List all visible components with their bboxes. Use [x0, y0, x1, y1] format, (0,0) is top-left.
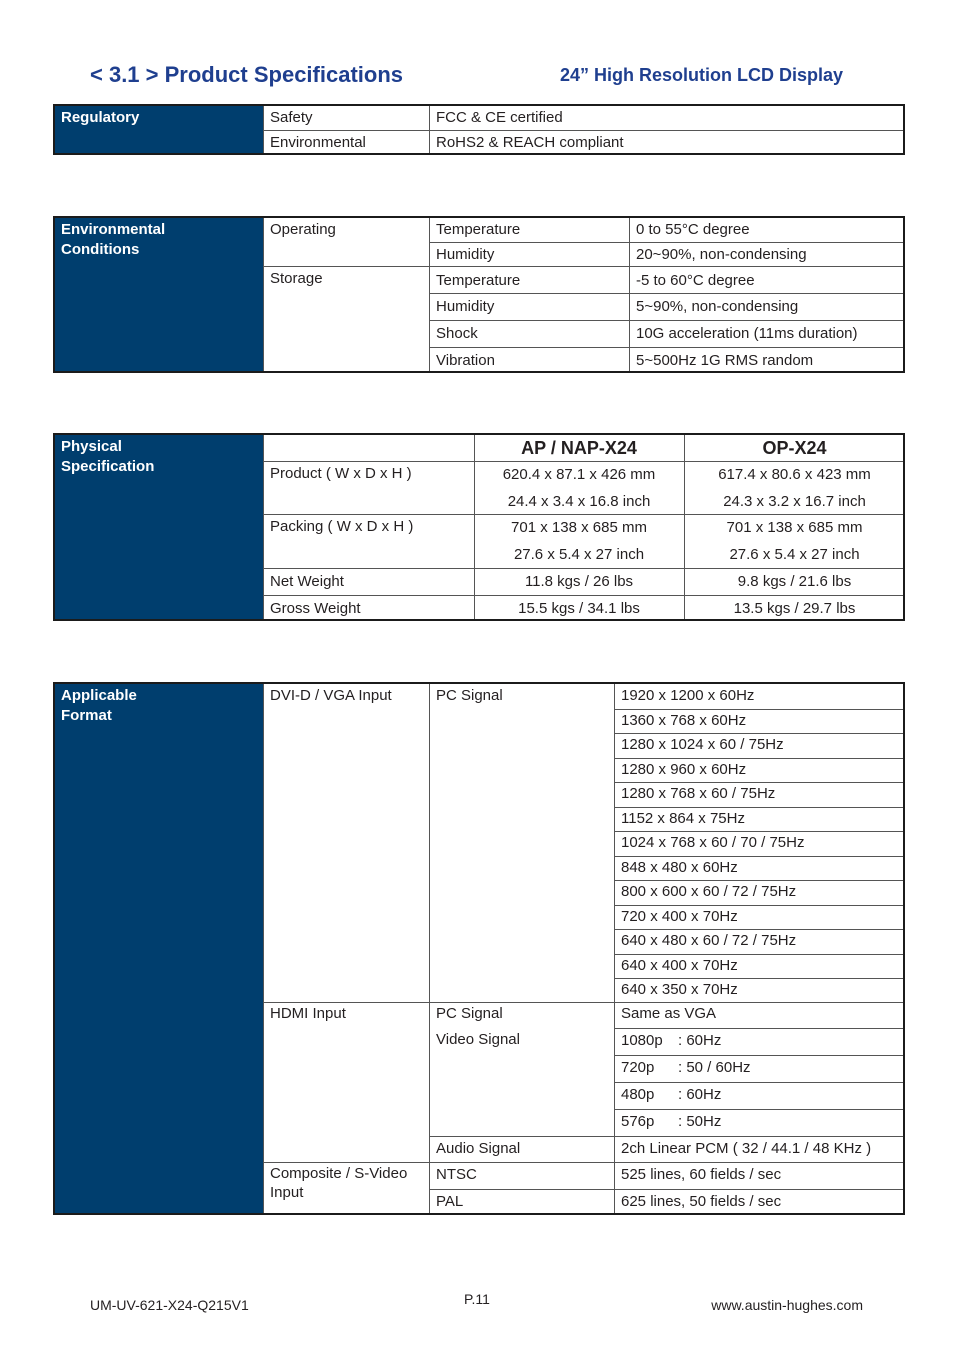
env-value: 5~500Hz 1G RMS random: [636, 352, 814, 369]
env-value: 10G acceleration (11ms duration): [636, 325, 858, 342]
page-number: P.11: [464, 1291, 490, 1307]
env-value: -5 to 60°C degree: [636, 272, 755, 289]
document-code: UM-UV-621-X24-Q215V1: [90, 1297, 249, 1313]
video-mode-rate: : 60Hz: [678, 1032, 722, 1049]
video-mode-rate: : 50Hz: [678, 1113, 722, 1130]
dvi-mode-value: 1360 x 768 x 60Hz: [621, 711, 747, 729]
video-mode-res: 1080p: [621, 1032, 663, 1049]
env-param: Temperature: [436, 221, 521, 238]
composite-svideo-input-label: Composite / S-Video Input: [270, 1165, 408, 1201]
hdmi-pc-signal-value: Same as VGA: [621, 1005, 717, 1022]
packing-ap-mm: 701 x 138 x 685 mm: [511, 519, 647, 536]
audio-signal-value: 2ch Linear PCM ( 32 / 44.1 / 48 KHz ): [621, 1140, 872, 1157]
hdmi-pc-signal-label: PC Signal: [436, 1005, 503, 1022]
storage-label: Storage: [270, 270, 323, 287]
packing-dims-label: Packing ( W x D x H ): [270, 518, 414, 535]
dvi-mode-value: 1152 x 864 x 75Hz: [621, 809, 745, 827]
video-mode-res: 720p: [621, 1059, 655, 1076]
dvi-mode-value: 1280 x 1024 x 60 / 75Hz: [621, 736, 784, 753]
packing-ap-inch: 27.6 x 5.4 x 27 inch: [513, 546, 645, 563]
dvi-mode-value: 1280 x 768 x 60 / 75Hz: [621, 785, 776, 802]
env-value: 20~90%, non-condensing: [636, 246, 807, 263]
env-param: Humidity: [436, 298, 495, 315]
video-mode-rate: : 60Hz: [678, 1086, 722, 1103]
dvi-mode-value: 720 x 400 x 70Hz: [621, 907, 738, 925]
regulatory-heading: Regulatory: [55, 106, 263, 153]
operating-label: Operating: [270, 221, 336, 238]
hdmi-input-label: HDMI Input: [270, 1005, 346, 1022]
env-param: Humidity: [436, 246, 495, 263]
dvi-mode-value: 640 x 350 x 70Hz: [621, 981, 738, 998]
pc-signal-label: PC Signal: [436, 687, 503, 704]
packing-op-inch: 27.6 x 5.4 x 27 inch: [729, 546, 860, 563]
physical-table: [53, 433, 905, 621]
dvi-mode-value: 640 x 480 x 60 / 72 / 75Hz: [621, 932, 797, 949]
video-mode-res: 576p: [621, 1113, 655, 1130]
environmental-table: [53, 216, 905, 373]
net-weight-op: 9.8 kgs / 21.6 lbs: [737, 573, 852, 590]
gross-weight-label: Gross Weight: [270, 600, 361, 617]
env-param: Temperature: [436, 272, 521, 289]
environmental-heading: Environmental Conditions: [55, 218, 263, 371]
dvi-mode-value: 800 x 600 x 60 / 72 / 75Hz: [621, 883, 797, 900]
column-header-op: OP-X24: [762, 438, 827, 458]
regulatory-value: FCC & CE certified: [436, 109, 563, 126]
physical-heading: Physical Specification: [55, 435, 263, 619]
dvi-mode-value: 640 x 400 x 70Hz: [621, 956, 738, 974]
env-value: 0 to 55°C degree: [636, 221, 750, 238]
column-header-ap: AP / NAP-X24: [521, 438, 637, 458]
applicable-format-table: [53, 682, 905, 1215]
env-value: 5~90%, non-condensing: [636, 298, 799, 315]
product-ap-inch: 24.4 x 3.4 x 16.8 inch: [507, 493, 651, 510]
product-op-mm: 617.4 x 80.6 x 423 mm: [718, 466, 871, 483]
video-mode-rate: : 50 / 60Hz: [678, 1059, 751, 1076]
website-url: www.austin-hughes.com: [711, 1297, 863, 1313]
pal-label: PAL: [436, 1193, 464, 1210]
net-weight-ap: 11.8 kgs / 26 lbs: [524, 573, 634, 590]
packing-op-mm: 701 x 138 x 685 mm: [726, 519, 863, 536]
dvi-mode-value: 1920 x 1200 x 60Hz: [621, 687, 755, 704]
product-dims-label: Product ( W x D x H ): [270, 465, 412, 482]
gross-weight-op: 13.5 kgs / 29.7 lbs: [733, 600, 856, 617]
video-mode-res: 480p: [621, 1086, 655, 1103]
dvi-mode-value: 1024 x 768 x 60 / 70 / 75Hz: [621, 834, 805, 851]
dvi-mode-value: 1280 x 960 x 60Hz: [621, 760, 747, 778]
regulatory-table: [53, 104, 905, 155]
net-weight-label: Net Weight: [270, 573, 344, 590]
product-title: 24” High Resolution LCD Display: [560, 65, 844, 85]
ntsc-value: 525 lines, 60 fields / sec: [621, 1166, 782, 1183]
ntsc-label: NTSC: [436, 1166, 477, 1183]
audio-signal-label: Audio Signal: [436, 1140, 521, 1157]
regulatory-item: Environmental: [270, 134, 366, 151]
env-param: Vibration: [436, 352, 495, 369]
env-param: Shock: [436, 325, 478, 342]
applicable-heading: Applicable Format: [55, 684, 263, 1213]
regulatory-item: Safety: [270, 109, 313, 126]
regulatory-value: RoHS2 & REACH compliant: [436, 134, 624, 151]
gross-weight-ap: 15.5 kgs / 34.1 lbs: [518, 600, 640, 617]
product-op-inch: 24.3 x 3.2 x 16.7 inch: [723, 493, 866, 510]
page-title: < 3.1 > Product Specifications: [90, 62, 403, 87]
dvi-mode-value: 848 x 480 x 60Hz: [621, 858, 738, 876]
product-ap-mm: 620.4 x 87.1 x 426 mm: [502, 466, 656, 483]
dvi-vga-input-label: DVI-D / VGA Input: [270, 687, 392, 704]
video-signal-label: Video Signal: [436, 1031, 520, 1048]
pal-value: 625 lines, 50 fields / sec: [621, 1193, 782, 1210]
